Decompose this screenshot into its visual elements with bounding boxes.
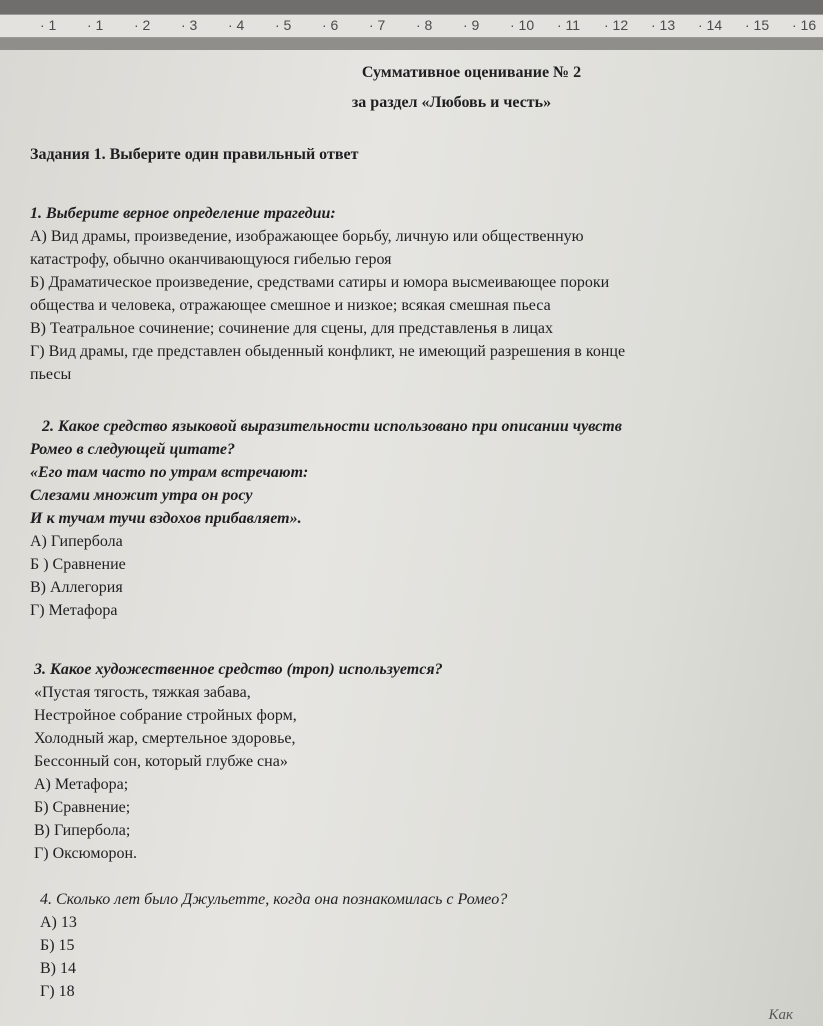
ruler-tick-label: · 5 (275, 17, 292, 33)
ruler-tick-label: · 3 (181, 17, 198, 33)
ruler-tick-label: · 1 (40, 17, 57, 33)
question-2 (30, 415, 810, 622)
answer-option: Г) Вид драмы, где представлен обыденный конфликт, не имеющий разрешения в конце (30, 343, 626, 360)
answer-option: Г) Метафора (30, 602, 118, 619)
ruler-tick-label: · 11 (557, 17, 581, 33)
question-3 (34, 658, 814, 865)
answer-option: В) Гипербола; (34, 822, 131, 839)
answer-option: Б) Сравнение; (34, 799, 131, 816)
ruler-tick-label: · 13 (651, 17, 676, 33)
answer-option: В) Театральное сочинение; сочинение для сцены, для представленья в лицах (30, 320, 553, 337)
quote-line: «Пустая тягость, тяжкая забава, (34, 684, 251, 701)
question-text: 3. Какое художественное средство (троп) используется? (34, 661, 443, 678)
answer-option: А) 13 (40, 914, 77, 931)
ruler-tick-label: · 2 (134, 17, 151, 33)
question-text: 1. Выберите верное определение трагедии: (30, 205, 336, 222)
document-subtitle: за раздел «Любовь и честь» (351, 94, 552, 111)
answer-option: Б ) Сравнение (30, 556, 126, 573)
question-text: 2. Какое средство языковой выразительности использовано при описании чувств (42, 418, 622, 435)
ruler-tick-label: · 12 (604, 17, 629, 33)
answer-option: Б) 15 (40, 937, 75, 954)
ruler-tick-label: · 7 (369, 17, 386, 33)
question-text: Ромео в следующей цитате? (30, 441, 236, 458)
question-1 (30, 202, 810, 386)
ruler-ticks (40, 17, 823, 33)
ruler-tick-label: · 1 (87, 17, 104, 33)
answer-option: В) Аллегория (30, 579, 123, 596)
answer-option: А) Вид драмы, произведение, изображающее борьбу, личную или общественную (30, 228, 584, 245)
quote-line: И к тучам тучи вздохов прибавляет». (30, 510, 302, 527)
ruler-tick-label: · 9 (463, 17, 480, 33)
answer-option: А) Гипербола (30, 533, 123, 550)
ruler-strip (0, 14, 823, 38)
question-text: 4. Сколько лет было Джульетте, когда она познакомилась с Ромео? (40, 891, 508, 908)
ruler-tick-label: · 4 (228, 17, 245, 33)
answer-option: Г) Оксюморон. (34, 845, 138, 862)
task-header: Задания 1. Выберите один правильный ответ (30, 146, 359, 163)
answer-option: А) Метафора; (34, 776, 129, 793)
quote-line: Нестройное собрание стройных форм, (34, 707, 297, 724)
ruler-tick-label: · 8 (416, 17, 433, 33)
ruler-tick-label: · 6 (322, 17, 339, 33)
ruler-tick-label: · 15 (745, 17, 770, 33)
ruler-tick-label: · 14 (698, 17, 723, 33)
ruler-tick-label: · 10 (510, 17, 535, 33)
question-4 (40, 888, 820, 1003)
quote-line: «Его там часто по утрам встречают: (30, 464, 309, 481)
quote-line: Бессонный сон, который глубже сна» (34, 753, 288, 770)
quote-line: Слезами множит утра он росу (30, 487, 253, 504)
answer-option: В) 14 (40, 960, 76, 977)
footer-fragment: Как (768, 1007, 793, 1023)
answer-option: общества и человека, отражающее смешное и низкое; всякая смешная пьеса (30, 297, 551, 314)
ruler-tick-label: · 16 (792, 17, 817, 33)
answer-option: Г) 18 (40, 983, 75, 1000)
answer-option: пьесы (30, 366, 72, 383)
document-page (0, 50, 823, 1026)
ruler (0, 0, 823, 50)
document-title: Суммативное оценивание № 2 (361, 64, 582, 81)
answer-option: Б) Драматическое произведение, средствами сатиры и юмора высмеивающее пороки (30, 274, 610, 291)
quote-line: Холодный жар, смертельное здоровье, (34, 730, 296, 747)
answer-option: катастрофу, обычно оканчивающуюся гибелью героя (30, 251, 392, 268)
